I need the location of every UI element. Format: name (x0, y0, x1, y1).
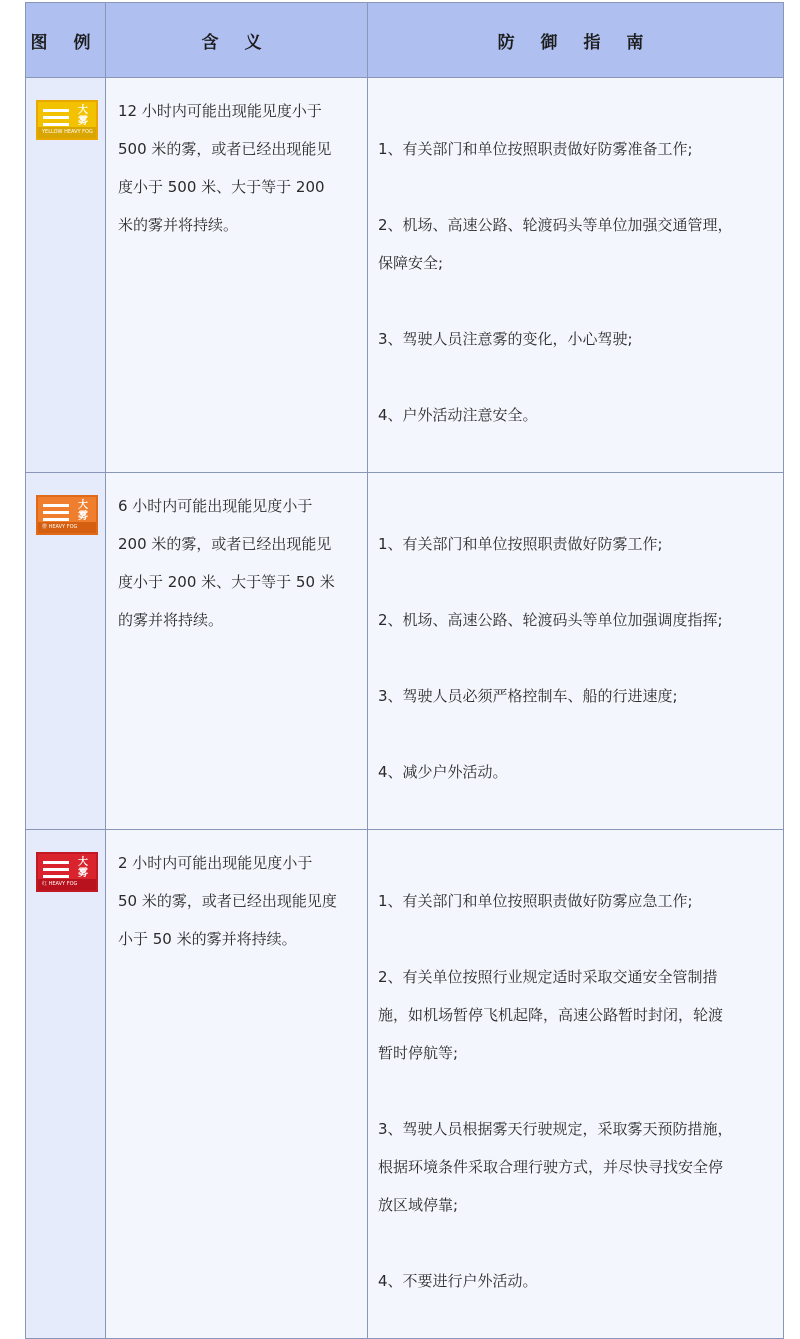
guide-item: 4、不要进行户外活动。 (378, 1272, 538, 1290)
guide-item: 2、机场、高速公路、轮渡码头等单位加强交通管理， 保障安全; (378, 216, 733, 272)
meaning-cell (106, 473, 368, 830)
sign-level-char: 橙 (42, 524, 48, 530)
legend-cell (26, 78, 106, 473)
guide-item: 3、驾驶人员根据雾天行驶规定，采取雾天预防措施， 根据环境条件采取合理行驶方式，并尽快寻找安全停 放区域停靠; (378, 1120, 733, 1214)
guide-item: 2、有关单位按照行业规定适时采取交通安全管制措 施，如机场暂停飞机起降，高速公路暂时封闭，轮渡 暂时停航等; (378, 968, 724, 1062)
guide-item: 3、驾驶人员注意雾的变化，小心驾驶; (378, 330, 633, 348)
fog-warning-table (25, 2, 784, 1339)
header-legend: 图 例 (26, 3, 106, 78)
sign-foot-text (38, 879, 96, 890)
header-meaning: 含 义 (106, 3, 368, 78)
sign-big-text: 大雾 (78, 500, 88, 522)
red-fog-warning-icon (36, 852, 98, 892)
legend-cell (26, 830, 106, 1339)
meaning-text: 2 小时内可能出现能见度小于 50 米的雾，或者已经出现能见度 小于 50 米的雾并将持续。 (118, 854, 337, 948)
guide-cell (368, 473, 784, 830)
sign-foot-text: YELLOW HEAVY FOG (38, 127, 96, 138)
meaning-text: 12 小时内可能出现能见度小于 500 米的雾，或者已经出现能见 度小于 500 米、大于等于 200 米的雾并将持续。 (118, 102, 332, 234)
guide-item: 3、驾驶人员必须严格控制车、船的行进速度; (378, 687, 678, 705)
table-row-yellow (26, 78, 784, 473)
yellow-fog-warning-icon (36, 100, 98, 140)
sign-foot-text (38, 522, 96, 533)
sign-foot-label: HEAVY FOG (48, 524, 78, 530)
guide-item: 1、有关部门和单位按照职责做好防雾准备工作; (378, 140, 693, 158)
meaning-cell (106, 78, 368, 473)
guide-item: 1、有关部门和单位按照职责做好防雾工作; (378, 535, 663, 553)
guide-item: 4、减少户外活动。 (378, 763, 508, 781)
guide-cell (368, 78, 784, 473)
legend-cell (26, 473, 106, 830)
guide-item: 4、户外活动注意安全。 (378, 406, 538, 424)
meaning-text: 6 小时内可能出现能见度小于 200 米的雾，或者已经出现能见 度小于 200 米、大于等于 50 米 的雾并将持续。 (118, 497, 335, 629)
table-row-orange (26, 473, 784, 830)
sign-foot-label: HEAVY FOG (48, 881, 78, 887)
orange-fog-warning-icon (36, 495, 98, 535)
guide-cell (368, 830, 784, 1339)
table-row-red (26, 830, 784, 1339)
sign-big-text: 大雾 (78, 105, 88, 127)
guide-item: 2、机场、高速公路、轮渡码头等单位加强调度指挥; (378, 611, 723, 629)
sign-level-char: 红 (42, 881, 48, 887)
header-guide: 防 御 指 南 (368, 3, 784, 78)
guide-item: 1、有关部门和单位按照职责做好防雾应急工作; (378, 892, 693, 910)
meaning-cell (106, 830, 368, 1339)
sign-big-text: 大雾 (78, 857, 88, 879)
table-header-row (26, 3, 784, 78)
